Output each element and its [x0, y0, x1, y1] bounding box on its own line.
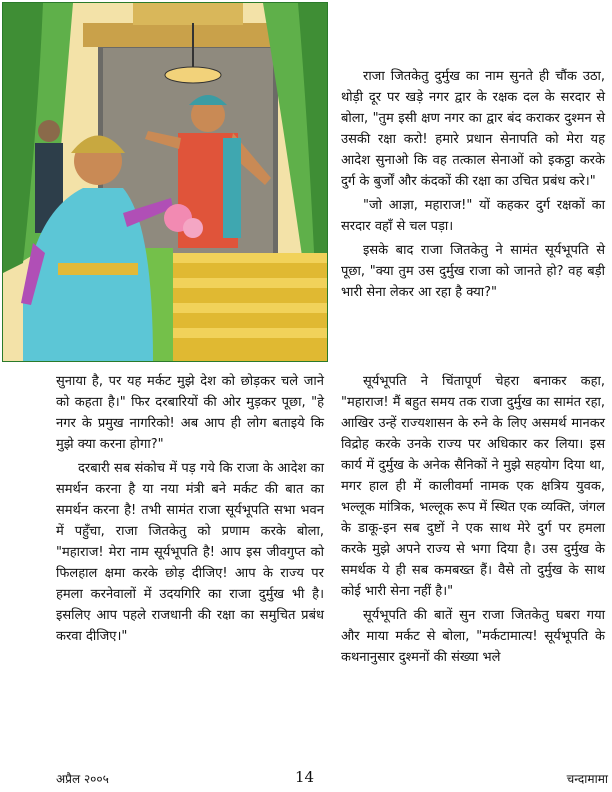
paragraph: सुनाया है, पर यह मर्कट मुझे देश को छोड़कर चले जाने को कहता है।" फिर दरबारियों की ओर मुड़कर पूछा, "हे नगर के प्रमुख नागरिको! अब आप ही लोग बताइये कि मुझे क्या करना होगा?"	[56, 374, 324, 452]
right-column	[341, 371, 605, 671]
page-footer	[0, 768, 612, 790]
page-number: 14	[295, 768, 315, 786]
paragraph: इसके बाद राजा जितकेतु ने सामंत सूर्यभूपति से पूछा, "क्या तुम उस दुर्मुख राजा को जानते हो? वह बड़ी भारी सेना लेकर आ रहा है क्या?"	[341, 243, 605, 300]
court-scene-illustration	[2, 2, 328, 362]
paragraph: सूर्यभूपति की बातें सुन राजा जितकेतु घबरा गया और माया मर्कट से बोला, "मर्कटामात्य! सूर्यभूपति के कथनानुसार दुश्मनों की संख्या भले	[341, 608, 605, 665]
left-column	[56, 371, 324, 650]
paragraph: राजा जितकेतु दुर्मुख का नाम सुनते ही चौंक उठा, थोड़ी दूर पर खड़े नगर द्वार के रक्षक दल के सरदार से बोला, "तुम इसी क्षण नगर का द्वार बंद कराकर दुश्मन से उसकी रक्षा करो! हमारे प्रधान सेनापति को मेरा यह आदेश सुनाओ कि वह तत्काल सेनाओं को इकट्ठा करके दुर्ग के बुर्जों और कंदकों की रक्षा का उचित प्रबंध करे।"	[341, 69, 605, 189]
magazine-name: चन्दामामा	[566, 772, 608, 786]
paragraph: "जो आज्ञा, महाराज!" यों कहकर दुर्ग रक्षकों का सरदार वहाँ से चल पड़ा।	[341, 198, 605, 234]
paragraph: दरबारी सब संकोच में पड़ गये कि राजा के आदेश का समर्थन करना है या नया मंत्री बने मर्कट की बात का समर्थन करना है! तभी सामंत राजा सूर्यभूपति सभा भवन में पहुँचा, राजा जितकेतु को प्रणाम करके बोला, "महाराज! मेरा नाम सूर्यभूपति है! आप इस जीवगुप्त को फिलहाल क्षमा करके छोड़ दीजिए! आप के राज्य पर हमला करनेवालों में उदयगिरि का राजा दुर्मुख भी है। इसलिए आप पहले राजधानी की रक्षा का समुचित प्रबंध करवा दीजिए।"	[56, 461, 324, 644]
right-column-top	[341, 66, 605, 306]
paragraph: सूर्यभूपति ने चिंतापूर्ण चेहरा बनाकर कहा, "महाराज! मैं बहुत समय तक राजा दुर्मुख का सामंत रहा, आखिर उन्हें राज्यशासन के रुने के लिए असमर्थ मानकर विद्रोह करके उनके राज्य पर अधिकार कर लिया। इस कार्य में दुर्मुख के अनेक सैनिकों ने मुझे सहयोग दिया था, मगर हाल ही में कालीवर्मा नामक एक क्षत्रिय युवक, भल्लूक मांत्रिक, भल्लूक रूप में स्थित एक व्यक्ति, जंगल के डाकू-इन सब दुष्टों ने एक साथ मेरे दुर्ग पर हमला करके मुझे अपने राज्य से भगा दिया है। उस दुर्मुख के समर्थक ये ही सब कमबख्त हैं। वैसे तो दुर्मुख के साथ कोई भारी सेना नहीं है।"	[341, 374, 605, 599]
issue-date: अप्रैल २००५	[56, 772, 109, 786]
